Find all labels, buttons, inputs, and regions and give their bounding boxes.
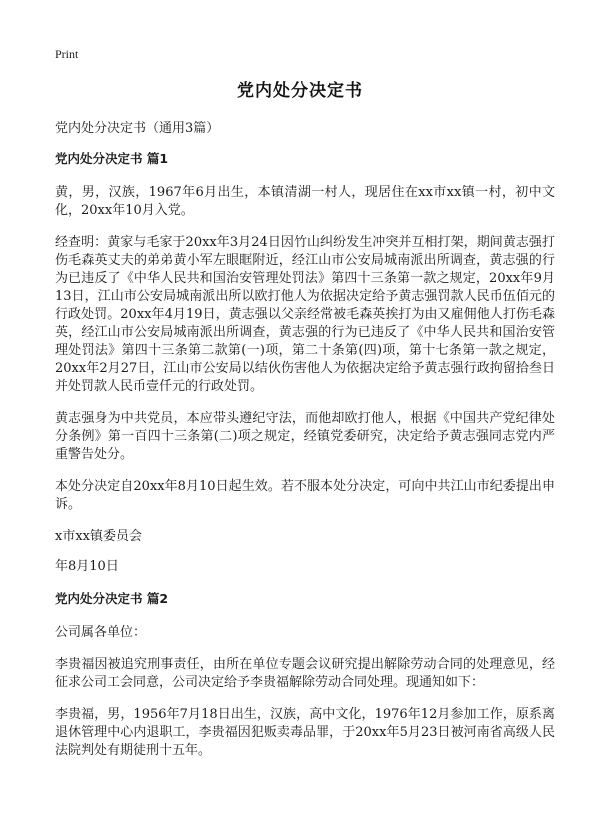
issuing-committee: x市xx镇委员会 xyxy=(55,529,142,544)
paragraph-addressee: 公司属各单位： xyxy=(55,625,147,640)
print-link[interactable]: Print xyxy=(55,47,79,61)
paragraph-decision: 黄志强身为中共党员，本应带头遵纪守法，而他却欧打他人，根据《中国共产党纪律处分条例》第一百四十三条第(二)项之规定，经镇党委研究，决定给予黄志强同志党内严重警告处分。 xyxy=(55,411,555,462)
section-heading-1: 党内处分决定书 篇1 xyxy=(55,151,169,166)
document-body xyxy=(55,120,555,774)
section-heading-2: 党内处分决定书 篇2 xyxy=(55,591,169,606)
paragraph-employee-info: 李贵福，男，1956年7月18日出生，汉族，高中文化，1976年12月参加工作，原系离退休管理中心内退职工，李贵福因犯贩卖毒品罪，于20xx年5月23日被河南省高级人民法院判处有期徒刑十五年。 xyxy=(55,707,555,758)
issue-date: 年8月10日 xyxy=(55,559,119,574)
paragraph-notice: 李贵福因被追究刑事责任，由所在单位专题会议研究提出解除劳动合同的处理意见，经征求公司工会同意，公司决定给予李贵福解除劳动合同处理。现通知如下： xyxy=(55,657,555,690)
document-subtitle: 党内处分决定书（通用3篇） xyxy=(55,121,220,136)
paragraph-personal-info: 黄，男，汉族，1967年6月出生，本镇清湖一村人，现居住在xx市xx镇一村，初中文化，20xx年10月入党。 xyxy=(55,185,555,218)
paragraph-investigation: 经查明：黄家与毛家于20xx年3月24日因竹山纠纷发生冲突并互相打架，期间黄志强打伤毛森英丈夫的弟弟黄小军左眼眶附近，经江山市公安局城南派出所调查，黄志强的行为已违反了《中华人民共和国治安管理处罚法》第四十三条第一款之规定，20xx年9月13日，江山市公安局城南派出所以欧打他人为依据决定给予黄志强罚款人民币伍佰元的行政处罚。20xx年4月19日，黄志强以父亲经常被毛森英挨打为由又雇佣他人打伤毛森英，经江山市公安局城南派出所调查，黄志强的行为已违反了《中华人民共和国治安管理处罚法》第四十三条第二款第(一)项，第二十条第(四)项，第十七条第一款之规定，20xx年2月27日，江山市公安局以结伙伤害他人为依据决定给予黄志强行政拘留拾叁日并处罚款人民币壹仟元的行政处罚。 xyxy=(55,235,555,394)
page-title: 党内处分决定书 xyxy=(237,81,363,101)
paragraph-effective-date: 本处分决定自20xx年8月10日起生效。若不服本处分决定，可向中共江山市纪委提出申诉。 xyxy=(55,479,555,512)
